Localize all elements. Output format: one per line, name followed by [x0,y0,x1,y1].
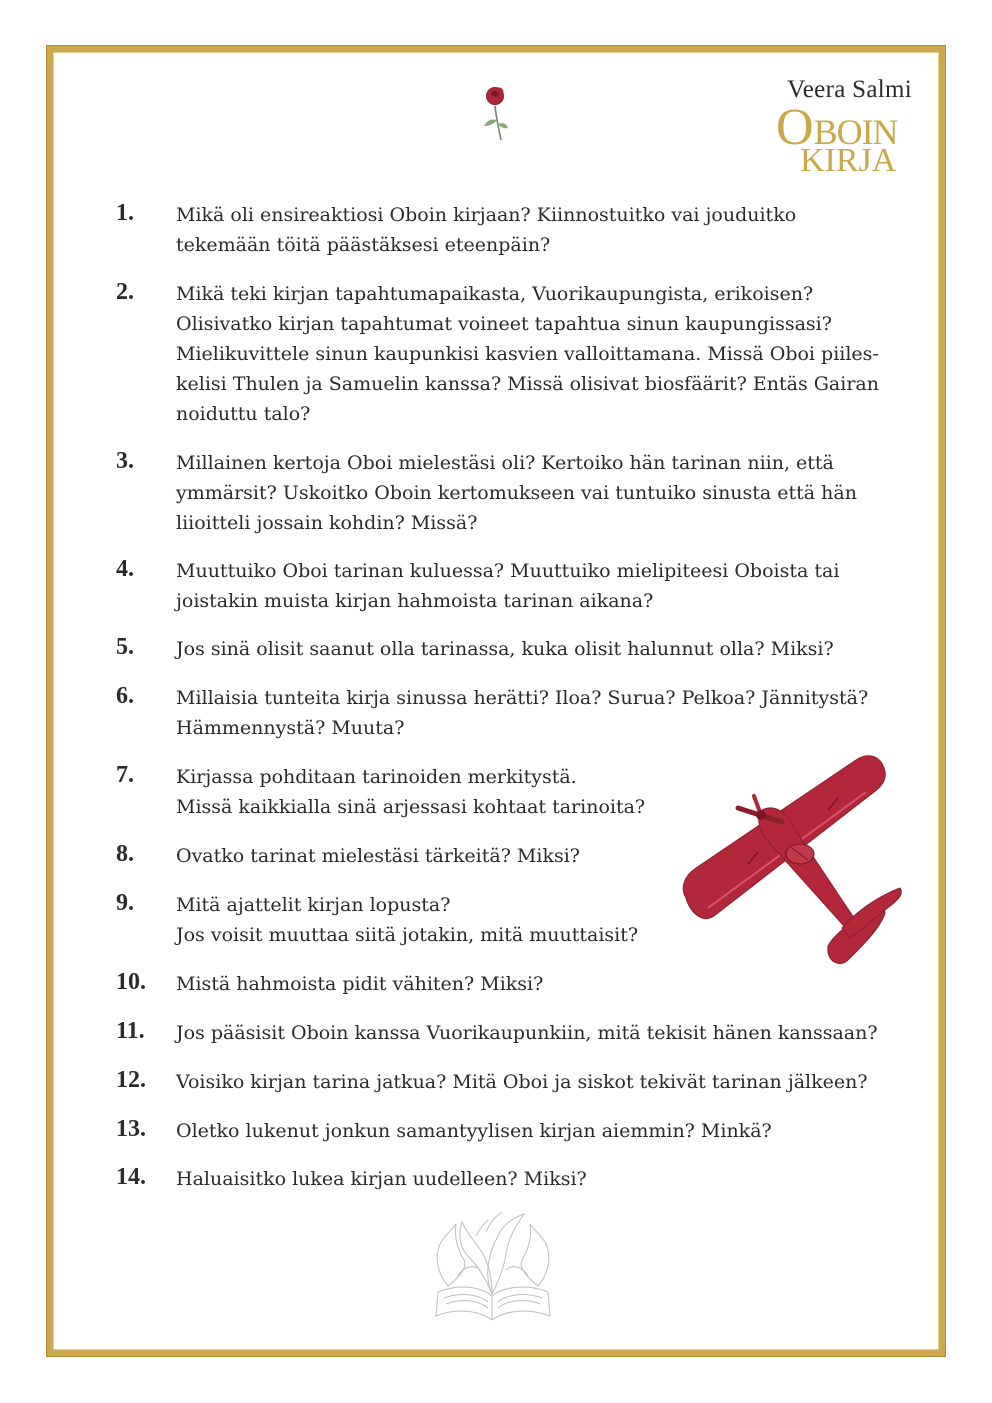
question-number: 1. [116,200,134,226]
open-book-illustration [428,1206,558,1330]
question-number: 12. [116,1067,146,1093]
question-number: 6. [116,683,134,709]
question-text: Millainen kertoja Oboi mielestäsi oli? Kertoiko hän tarinan niin, että ymmärsit? Uskoitko Oboin kertomukseen vai tuntuiko sinusta että hän liioitteli jossain kohdin? Missä? [176,452,857,534]
title-line1-rest: BOIN [813,112,898,152]
question-text: Oletko lukenut jonkun samantyylisen kirjan aiemmin? Minkä? [176,1120,772,1142]
question-number: 7. [116,762,134,788]
question-number: 9. [116,890,134,916]
rose-icon [474,84,518,142]
question-text: Millaisia tunteita kirja sinussa herätti? Iloa? Surua? Pelkoa? Jännitystä? Hämmennystä? Muuta? [176,687,869,739]
question-text: Mikä oli ensireaktiosi Oboin kirjaan? Kiinnostuitko vai jouduitko tekemään töitä päästäksesi eteenpäin? [176,204,797,256]
question-number: 10. [116,969,146,995]
question-text: Haluaisitko lukea kirjan uudelleen? Miksi? [176,1168,587,1190]
question-number: 11. [116,1018,145,1044]
question-number: 8. [116,841,134,867]
question-text: Ovatko tarinat mielestäsi tärkeitä? Miksi? [176,845,580,867]
question-text: Muuttuiko Oboi tarinan kuluessa? Muuttuiko mielipiteesi Oboista tai joistakin muista kirjan hahmoista tarinan aikana? [176,560,840,612]
title-initial: O [776,99,814,156]
book-title-logo [776,99,926,182]
title-line2: KIRJA [800,142,897,179]
question-number: 3. [116,448,134,474]
airplane-illustration [678,748,906,974]
question-number: 4. [116,556,134,582]
question-number: 2. [116,279,134,305]
question-number: 14. [116,1164,146,1190]
question-text: Jos sinä olisit saanut olla tarinassa, kuka olisit halunnut olla? Miksi? [176,638,834,660]
question-text: Mistä hahmoista pidit vähiten? Miksi? [176,973,544,995]
question-text: Voisiko kirjan tarina jatkua? Mitä Oboi ja siskot tekivät tarinan jälkeen? [176,1071,868,1093]
question-text: Kirjassa pohditaan tarinoiden merkitystä. Missä kaikkialla sinä arjessasi kohtaat tarinoita? [176,766,646,818]
question-text: Mikä teki kirjan tapahtumapaikasta, Vuorikaupungista, erikoisen? Olisivatko kirjan tapahtumat voineet tapahtua sinun kaupungissasi? Mielikuvittele sinun kaupunkisi kasvien valloittamana. Missä Oboi piiles- kelisi Thulen ja Samuelin kanssa? Missä olisivat biosfäärit? Entäs Gairan noiduttu talo? [176,283,879,425]
question-number: 5. [116,634,134,660]
question-number: 13. [116,1116,146,1142]
question-text: Mitä ajattelit kirjan lopusta? Jos voisit muuttaa siitä jotakin, mitä muuttaisit? [176,894,639,946]
author-name: Veera Salmi [787,76,912,103]
question-text: Jos pääsisit Oboin kanssa Vuorikaupunkiin, mitä tekisit hänen kanssaan? [176,1022,878,1044]
